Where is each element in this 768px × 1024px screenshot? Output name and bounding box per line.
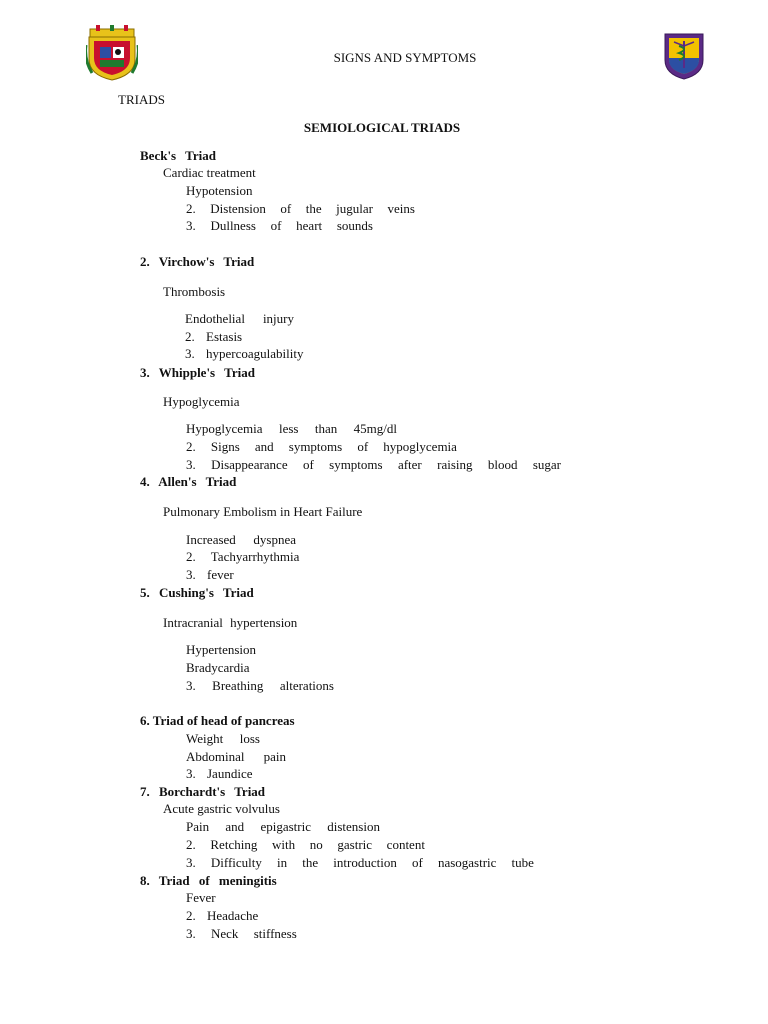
triad-item: 2. Retching with no gastric content [186, 837, 425, 852]
triad-item: 3. Neck stiffness [186, 926, 297, 941]
triad-heading: 6. Triad of head of pancreas [140, 713, 295, 728]
triad-item: 3. Breathing alterations [186, 678, 334, 693]
triad-item: Weight loss [186, 731, 260, 746]
triad-context: Pulmonary Embolism in Heart Failure [163, 504, 363, 519]
triad-item: Fever [186, 890, 216, 905]
triad-item: 2. Estasis [185, 329, 243, 344]
triad-context: Intracranial hypertension [163, 615, 298, 630]
triad-context: Hypoglycemia [163, 394, 240, 409]
triad-item: Bradycardia [186, 660, 250, 675]
triad-item: Hypotension [186, 183, 253, 198]
triad-heading: 7. Borchardt's Triad [140, 784, 266, 799]
triad-item: Abdominal pain [186, 749, 286, 764]
triad-heading: 5. Cushing's Triad [140, 585, 254, 600]
triad-item: 3. Jaundice [186, 766, 253, 781]
triad-item: 3. fever [186, 567, 234, 582]
triad-item: 2. Tachyarrhythmia [186, 549, 300, 564]
triad-item: Hypoglycemia less than 45mg/dl [186, 421, 397, 436]
triad-item: 2. Signs and symptoms of hypoglycemia [186, 439, 457, 454]
triad-heading: 8. Triad of meningitis [140, 873, 277, 888]
triad-item: Pain and epigastric distension [186, 819, 380, 834]
triad-item: 3. Dullness of heart sounds [186, 218, 373, 233]
triad-heading: 3. Whipple's Triad [140, 365, 255, 380]
triad-context: Acute gastric volvulus [163, 801, 280, 816]
page-title: SEMIOLOGICAL TRIADS [303, 120, 461, 135]
triad-heading: 2. Virchow's Triad [140, 254, 255, 269]
triad-heading: Beck's Triad [140, 148, 216, 163]
triad-heading: 4. Allen's Triad [140, 474, 237, 489]
triad-context: Cardiac treatment [163, 165, 256, 180]
triad-item: 2. Headache [186, 908, 259, 923]
triad-context: Thrombosis [163, 284, 226, 299]
triad-item: 2. Distension of the jugular veins [186, 201, 415, 216]
triad-item: 3. Difficulty in the introduction of nasogastric tube [186, 855, 534, 870]
section-label: TRIADS [118, 92, 165, 107]
triad-item: 3. Disappearance of symptoms after raising blood sugar [186, 457, 561, 472]
triad-item: Hypertension [186, 642, 257, 657]
triad-item: Increased dyspnea [186, 532, 296, 547]
document-header-title: SIGNS AND SYMPTOMS [333, 50, 477, 65]
triad-item: Endothelial injury [185, 311, 294, 326]
triad-item: 3. hypercoagulability [185, 346, 304, 361]
